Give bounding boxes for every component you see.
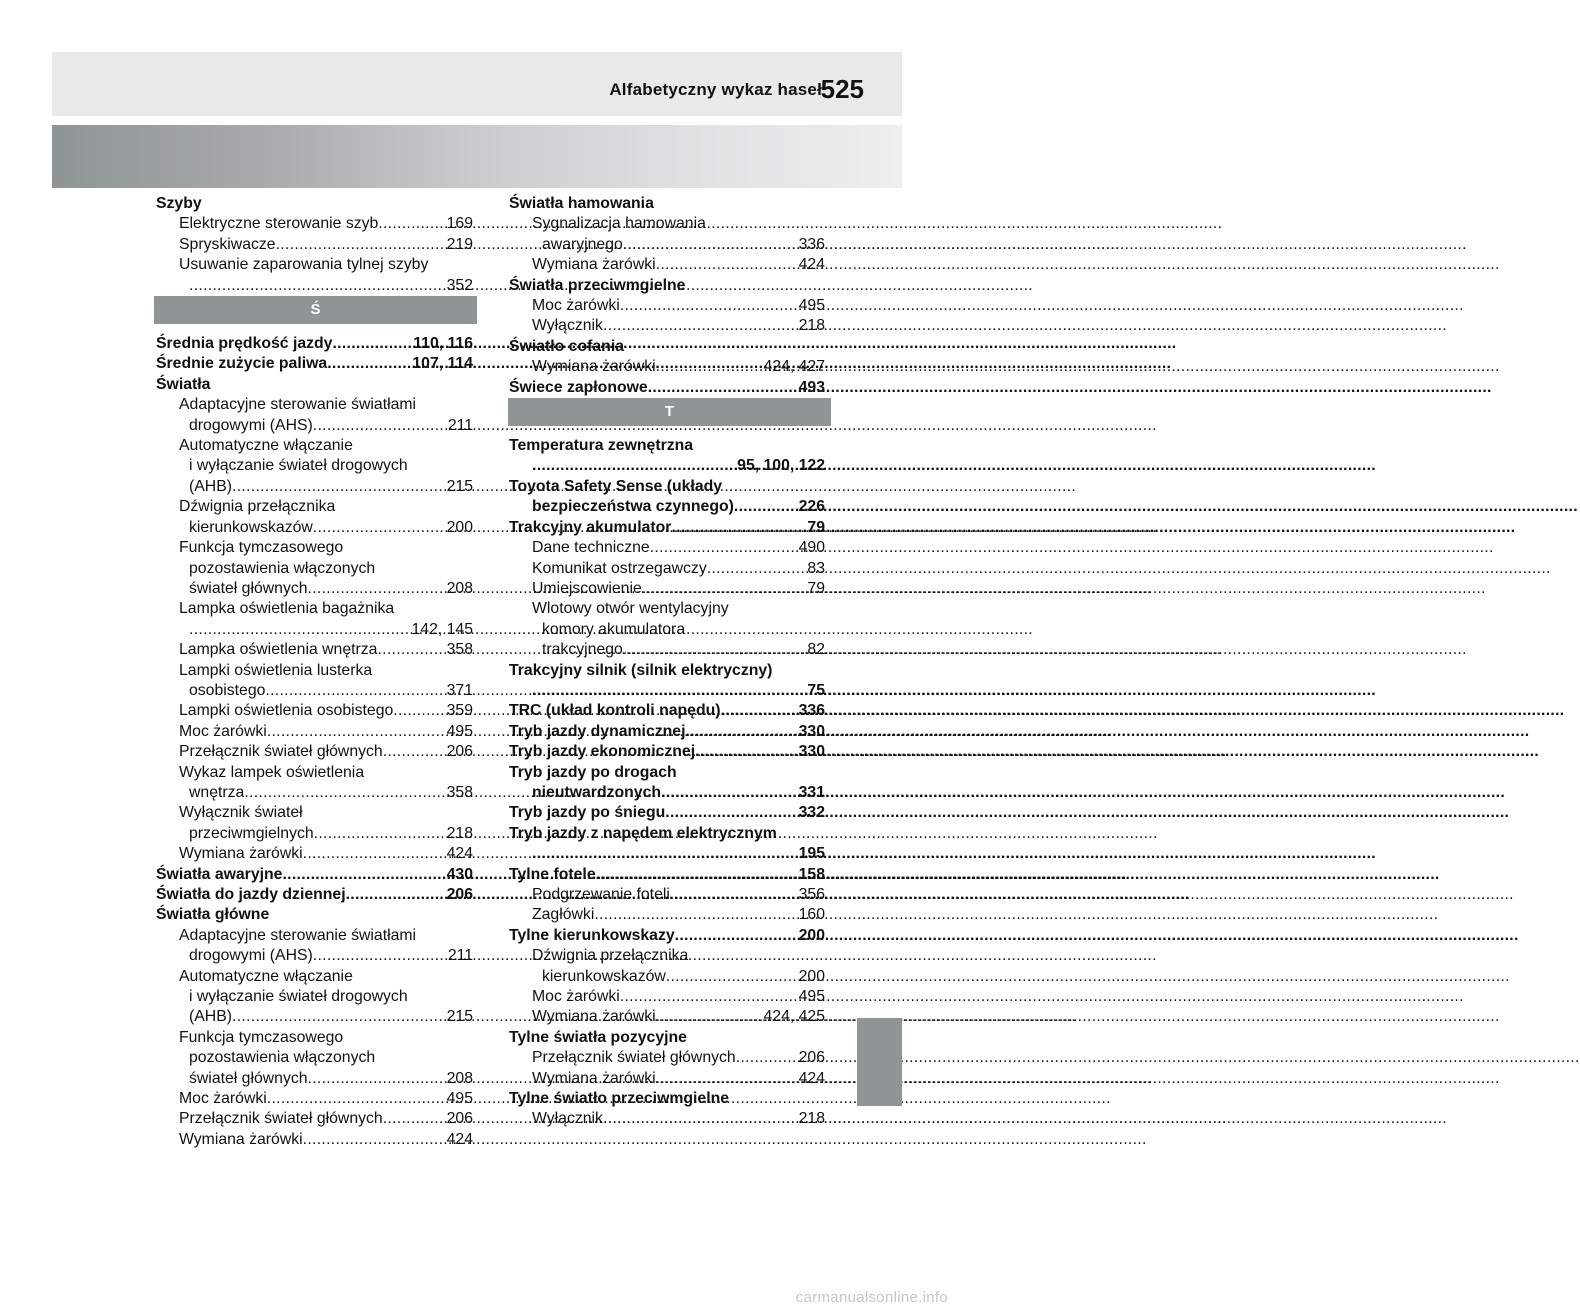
entry-label: Podgrzewanie foteli — [532, 886, 670, 903]
leader-dots — [656, 357, 764, 377]
entry-label: awaryjnego — [542, 235, 623, 253]
entry-page-ref: 142, 145 — [411, 620, 473, 638]
entry-page-ref: 79 — [807, 579, 825, 597]
entry-page-ref: 495 — [798, 297, 825, 315]
entry-page-ref: 358 — [446, 783, 473, 801]
index-entry — [156, 681, 473, 701]
entry-page-ref: 95, 100, 122 — [737, 457, 825, 475]
leader-dots — [661, 783, 799, 803]
entry-page-ref: 110, 116 — [413, 335, 473, 353]
entry-page-ref: 424, 425 — [763, 1008, 825, 1026]
entry-label: Wymiana żarówki — [532, 1069, 656, 1087]
index-entry — [156, 235, 473, 255]
entry-label: Średnia prędkość jazdy — [156, 335, 333, 353]
entry-page-ref: 424 — [798, 256, 825, 274]
section-header: Ś — [154, 296, 477, 324]
index-entry — [509, 783, 825, 803]
entry-label: osobistego — [189, 681, 266, 699]
leader-dots — [675, 926, 799, 946]
entry-page-ref: 493 — [798, 378, 825, 396]
index-entry — [509, 1069, 825, 1089]
index-entry — [509, 722, 825, 742]
entry-page-ref: 330 — [798, 722, 825, 740]
entry-page-ref: 336 — [798, 702, 825, 720]
index-subentry: Adaptacyjne sterowanie światłami — [179, 926, 417, 944]
leader-dots — [308, 1069, 447, 1089]
entry-label: Światła do jazdy dziennej — [156, 886, 346, 903]
index-subentry: komory akumulatora — [542, 620, 686, 638]
leader-dots — [282, 865, 446, 885]
entry-label: Umiejscowienie — [532, 579, 642, 597]
entry-label: Moc żarówki — [532, 297, 620, 315]
index-entry — [156, 701, 473, 721]
leader-dots — [707, 559, 808, 579]
index-entry — [509, 905, 825, 925]
entry-label: Wymiana żarówki — [179, 1130, 303, 1148]
index-subentry: Adaptacyjne sterowanie światłami — [179, 396, 417, 414]
entry-page-ref: 490 — [798, 539, 825, 557]
index-entry — [156, 477, 473, 497]
entry-label: bezpieczeństwa czynnego) — [532, 498, 734, 516]
index-entry — [156, 214, 473, 234]
index-heading: Szyby — [156, 195, 202, 212]
leader-dots — [532, 844, 799, 864]
index-heading: Światło cofania — [509, 337, 624, 355]
leader-dots — [327, 354, 412, 374]
entry-label: Wymiana żarówki — [532, 1008, 656, 1026]
leader-dots — [332, 334, 413, 354]
entry-page-ref: 83 — [807, 559, 825, 577]
entry-label: Przełącznik świateł głównych — [179, 1110, 383, 1128]
index-subentry: pozostawienia włączonych — [189, 559, 376, 577]
index-subentry: Dźwignia przełącznika — [179, 498, 336, 516]
entry-label: Elektryczne sterowanie szyb — [179, 215, 379, 233]
entry-label: przeciwmgielnych — [189, 824, 314, 842]
index-heading: Trakcyjny silnik (silnik elektryczny) — [509, 661, 773, 679]
leader-dots — [189, 276, 447, 296]
entry-page-ref: 332 — [798, 804, 825, 822]
entry-label: drogowymi (AHS) — [189, 947, 313, 965]
leader-dots — [383, 1109, 447, 1129]
entry-page-ref: 424 — [446, 845, 473, 863]
index-entry — [156, 824, 473, 844]
index-entry — [156, 334, 473, 354]
index-entry — [156, 276, 473, 296]
entry-page-ref: 218 — [446, 824, 473, 842]
index-entry — [156, 1007, 473, 1027]
entry-page-ref: 358 — [446, 641, 473, 659]
entry-page-ref: 424 — [798, 1069, 825, 1087]
index-heading: Światła hamowania — [509, 195, 654, 212]
leader-dots — [303, 844, 447, 864]
leader-dots — [267, 722, 447, 742]
entry-page-ref: 336 — [798, 235, 825, 253]
index-entry — [509, 926, 825, 946]
entry-label: Dane techniczne — [532, 539, 650, 557]
leader-dots — [532, 681, 807, 701]
index-entry — [509, 1048, 825, 1068]
entry-label: Średnie zużycie paliwa — [156, 355, 328, 373]
index-heading: Tryb jazdy z napędem elektrycznym — [509, 824, 777, 842]
entry-page-ref: 215 — [446, 477, 473, 495]
entry-page-ref: 206 — [446, 1110, 473, 1128]
leader-dots — [596, 865, 799, 885]
entry-label: Komunikat ostrzegawczy — [532, 559, 707, 577]
entry-label: Wyłącznik — [532, 317, 603, 335]
index-entry — [156, 354, 473, 374]
leader-dots — [313, 416, 448, 436]
entry-page-ref: 82 — [807, 641, 825, 659]
leader-dots — [695, 742, 799, 762]
index-subentry: Sygnalizacja hamowania — [532, 215, 706, 233]
leader-dots — [670, 885, 799, 905]
entry-page-ref: 79 — [807, 518, 825, 536]
index-subentry: i wyłączanie świateł drogowych — [189, 988, 408, 1006]
leader-dots — [189, 620, 412, 640]
index-entry — [509, 538, 825, 558]
index-subentry: i wyłączanie świateł drogowych — [189, 457, 408, 475]
entry-label: Wymiana żarówki — [532, 256, 656, 274]
entry-page-ref: 359 — [446, 702, 473, 720]
entry-label: Tylne kierunkowskazy — [509, 926, 675, 944]
entry-page-ref: 430 — [446, 865, 473, 883]
index-entry — [156, 865, 473, 885]
entry-page-ref: 330 — [798, 743, 825, 761]
index-entry — [156, 579, 473, 599]
leader-dots — [620, 987, 799, 1007]
index-subentry: pozostawienia włączonych — [189, 1049, 376, 1067]
index-entry — [156, 1089, 473, 1109]
entry-label: Lampka oświetlenia wnętrza — [179, 641, 378, 659]
entry-page-ref: 495 — [446, 1090, 473, 1108]
index-subentry: Funkcja tymczasowego — [179, 1028, 344, 1046]
index-entry — [156, 844, 473, 864]
leader-dots — [378, 214, 446, 234]
entry-page-ref: 218 — [798, 317, 825, 335]
leader-dots — [276, 235, 447, 255]
entry-label: kierunkowskazów — [189, 518, 313, 536]
entry-page-ref: 195 — [798, 845, 825, 863]
index-entry — [156, 640, 473, 660]
entry-label: Światła awaryjne — [156, 865, 283, 883]
index-heading: Toyota Safety Sense (układy — [509, 477, 723, 495]
index-entry — [156, 742, 473, 762]
index-entry — [509, 742, 825, 762]
index-subentry: Dźwignia przełącznika — [532, 947, 689, 965]
entry-label: wnętrza — [189, 783, 245, 801]
entry-label: kierunkowskazów — [542, 967, 666, 985]
entry-label: Przełącznik świateł głównych — [532, 1049, 736, 1067]
entry-label: Wyłącznik — [532, 1110, 603, 1128]
entry-page-ref: 158 — [798, 865, 825, 883]
index-subentry: Wyłącznik świateł — [179, 804, 303, 822]
index-entry — [156, 783, 473, 803]
entry-label: Tryb jazdy po śniegu — [509, 804, 666, 822]
leader-dots — [393, 701, 446, 721]
index-heading: Tylne światło przeciwmgielne — [509, 1090, 730, 1108]
entry-label: Przełącznik świateł głównych — [179, 743, 383, 761]
entry-page-ref: 226 — [798, 498, 825, 516]
index-entry — [509, 1007, 825, 1027]
index-entry — [509, 967, 825, 987]
leader-dots — [314, 824, 447, 844]
leader-dots — [734, 497, 799, 517]
entry-page-ref: 331 — [798, 783, 825, 801]
entry-page-ref: 356 — [798, 886, 825, 903]
leader-dots — [383, 742, 447, 762]
entry-page-ref: 169 — [446, 215, 473, 233]
entry-label: (AHB) — [189, 1008, 233, 1026]
leader-dots — [666, 967, 799, 987]
leader-dots — [244, 783, 446, 803]
entry-page-ref: 211 — [447, 416, 473, 434]
entry-label: nieutwardzonych — [532, 783, 662, 801]
index-subentry: Usuwanie zaparowania tylnej szyby — [179, 256, 429, 274]
entry-label: Trakcyjny akumulator — [509, 518, 672, 536]
index-entry — [509, 357, 825, 377]
entry-page-ref: 424, 427 — [763, 358, 825, 376]
leader-dots — [642, 579, 808, 599]
leader-dots — [656, 1007, 764, 1027]
leader-dots — [267, 1089, 447, 1109]
index-entry — [509, 681, 825, 701]
entry-label: Wymiana żarówki — [179, 845, 303, 863]
entry-page-ref: 495 — [798, 988, 825, 1006]
leader-dots — [265, 681, 446, 701]
index-entry — [156, 518, 473, 538]
leader-dots — [648, 378, 799, 398]
entry-label: Zagłówki — [532, 906, 595, 924]
entry-label: drogowymi (AHS) — [189, 416, 313, 434]
index-entry — [509, 865, 825, 885]
leader-dots — [656, 255, 799, 275]
entry-page-ref: 495 — [446, 722, 473, 740]
index-subentry: Automatyczne włączanie — [179, 437, 353, 455]
entry-label: Moc żarówki — [532, 988, 620, 1006]
index-entry — [509, 296, 825, 316]
index-heading: Tryb jazdy po drogach — [509, 763, 677, 781]
index-entry — [509, 316, 825, 336]
index-entry — [156, 1130, 473, 1150]
index-entry — [156, 722, 473, 742]
entry-page-ref: 219 — [446, 235, 473, 253]
entry-label: świateł głównych — [189, 1069, 308, 1087]
entry-label: Wymiana żarówki — [532, 358, 656, 376]
entry-page-ref: 206 — [446, 743, 473, 761]
index-entry — [156, 416, 473, 436]
section-header: T — [508, 398, 831, 426]
index-entry — [509, 378, 825, 398]
leader-dots — [736, 1048, 799, 1068]
entry-page-ref: 200 — [798, 926, 825, 944]
leader-dots — [603, 1109, 799, 1129]
index-entry — [156, 946, 473, 966]
index-entry — [156, 885, 473, 905]
index-entry — [509, 885, 825, 905]
entry-page-ref: 424 — [446, 1130, 473, 1148]
entry-page-ref: 200 — [798, 967, 825, 985]
index-heading: Światła przeciwmgielne — [509, 276, 686, 294]
entry-page-ref: 211 — [447, 947, 473, 965]
decorative-gradient-band — [52, 125, 902, 188]
leader-dots — [377, 640, 446, 660]
index-subentry: Lampki oświetlenia lusterka — [179, 661, 373, 679]
index-heading: Światła — [156, 375, 211, 393]
entry-label: Moc żarówki — [179, 1090, 267, 1108]
index-subentry: Funkcja tymczasowego — [179, 539, 344, 557]
entry-page-ref: 218 — [798, 1110, 825, 1128]
index-entry — [156, 620, 473, 640]
index-column-left — [156, 194, 473, 1150]
leader-dots — [603, 316, 799, 336]
index-entry — [509, 579, 825, 599]
entry-label: świateł głównych — [189, 579, 308, 597]
leader-dots — [623, 235, 799, 255]
index-heading: Światła główne — [156, 906, 270, 924]
leader-dots — [656, 1069, 799, 1089]
index-heading: Tylne światła pozycyjne — [509, 1028, 687, 1046]
leader-dots — [623, 640, 808, 660]
leader-dots — [650, 538, 799, 558]
leader-dots — [303, 1130, 447, 1150]
index-subentry: Lampka oświetlenia bagażnika — [179, 600, 395, 618]
leader-dots — [308, 579, 447, 599]
entry-page-ref: 206 — [446, 886, 473, 903]
index-entry — [509, 1109, 825, 1129]
leader-dots — [685, 722, 798, 742]
index-entry — [509, 255, 825, 275]
index-entry — [509, 518, 825, 538]
index-subentry: Wykaz lampek oświetlenia — [179, 763, 365, 781]
page-number: 525 — [820, 74, 864, 104]
leader-dots — [721, 701, 799, 721]
entry-page-ref: 352 — [446, 276, 473, 294]
entry-label: Spryskiwacze — [179, 235, 276, 253]
entry-page-ref: 215 — [446, 1008, 473, 1026]
index-subentry: Wlotowy otwór wentylacyjny — [532, 600, 729, 618]
entry-label: Moc żarówki — [179, 722, 267, 740]
index-entry — [509, 803, 825, 823]
index-entry — [509, 987, 825, 1007]
index-entry — [509, 640, 825, 660]
entry-label: Świece zapłonowe — [509, 378, 648, 396]
leader-dots — [232, 477, 447, 497]
entry-label: Tryb jazdy dynamicznej — [509, 722, 686, 740]
leader-dots — [346, 885, 447, 905]
leader-dots — [313, 518, 447, 538]
leader-dots — [232, 1007, 447, 1027]
entry-label: Tryb jazdy ekonomicznej — [509, 743, 696, 761]
entry-label: trakcyjnego — [542, 641, 623, 659]
index-subentry: Automatyczne włączanie — [179, 967, 353, 985]
entry-page-ref: 75 — [807, 681, 825, 699]
index-entry — [156, 1109, 473, 1129]
page-title: Alfabetyczny wykaz haseł — [609, 80, 822, 99]
leader-dots — [620, 296, 799, 316]
watermark: carmanualsonline.info — [795, 1289, 948, 1306]
index-heading: Temperatura zewnętrzna — [509, 437, 694, 455]
entry-label: (AHB) — [189, 477, 233, 495]
index-entry — [509, 844, 825, 864]
entry-page-ref: 160 — [798, 906, 825, 924]
leader-dots — [594, 905, 798, 925]
entry-label: Lampki oświetlenia osobistego — [179, 702, 394, 720]
entry-page-ref: 107, 114 — [412, 355, 473, 373]
index-entry — [509, 559, 825, 579]
entry-page-ref: 208 — [446, 1069, 473, 1087]
index-entry — [509, 235, 825, 255]
entry-page-ref: 371 — [446, 681, 473, 699]
entry-label: Tylne fotele — [509, 865, 596, 883]
entry-page-ref: 208 — [446, 579, 473, 597]
index-column-right — [509, 194, 825, 1130]
entry-label: TRC (układ kontroli napędu) — [509, 702, 721, 720]
leader-dots — [532, 456, 737, 476]
index-entry — [509, 701, 825, 721]
leader-dots — [313, 946, 448, 966]
leader-dots — [665, 803, 798, 823]
leader-dots — [671, 518, 807, 538]
index-entry — [156, 1069, 473, 1089]
section-thumb-tab — [857, 1018, 902, 1106]
entry-page-ref: 200 — [446, 518, 473, 536]
index-entry — [509, 456, 825, 476]
index-entry — [509, 497, 825, 517]
entry-page-ref: 206 — [798, 1049, 825, 1067]
